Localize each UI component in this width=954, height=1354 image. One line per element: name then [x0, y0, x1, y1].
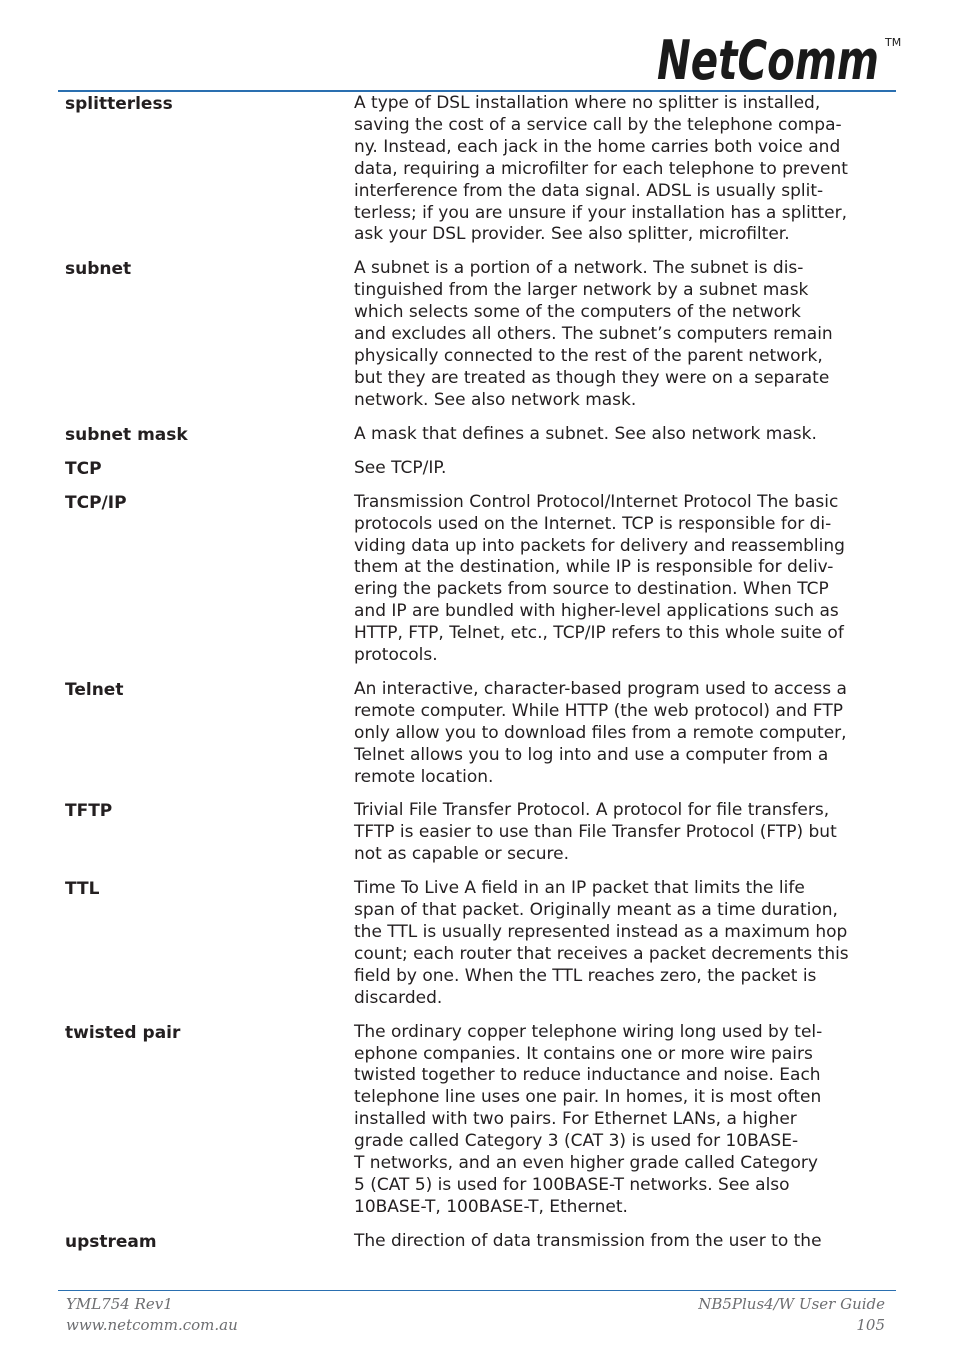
glossary-term: subnet	[65, 259, 132, 280]
netcomm-logo	[655, 26, 903, 88]
glossary-definition: Trivial File Transfer Protocol. A protocol for file transfers, TFTP is easier to use than File Transfer Protocol (FTP) but not as capable or secure.	[354, 800, 837, 865]
glossary-entry	[65, 1231, 895, 1253]
glossary-list	[65, 93, 895, 1265]
glossary-entry	[65, 878, 895, 1009]
svg-text:TM: TM	[885, 36, 902, 49]
website-url: www.netcomm.com.au	[66, 1316, 238, 1334]
glossary-definition: A subnet is a portion of a network. The subnet is dis- tinguished from the larger network by a subnet mask which selects some of the computers of the network and excludes all others. The subnet’s computers remain physically connected to the rest of the parent network, but they are treated as though they were on a separate network. See also network mask.	[354, 258, 833, 410]
glossary-term: TFTP	[65, 801, 113, 822]
glossary-term: TCP/IP	[65, 492, 127, 513]
glossary-term: subnet mask	[65, 424, 188, 445]
footer-left	[66, 1294, 238, 1336]
glossary-definition: A mask that defines a subnet. See also network mask.	[354, 423, 817, 444]
glossary-term: upstream	[65, 1231, 157, 1252]
glossary-definition: A type of DSL installation where no splitter is installed, saving the cost of a service call by the telephone compa- ny. Instead, each jack in the home carries both voice and data, requiring a microfilter for each telephone to prevent interference from the data signal. ADSL is usually split- terless; if you are unsure if your installation has a splitter, ask your DSL provider. See also splitter, microfilter.	[354, 93, 848, 245]
footer-divider	[58, 1290, 896, 1291]
glossary-entry	[65, 800, 895, 866]
glossary-term: twisted pair	[65, 1022, 181, 1043]
page-number: 105	[856, 1316, 885, 1334]
glossary-entry	[65, 679, 895, 789]
glossary-entry	[65, 258, 895, 411]
glossary-entry	[65, 1022, 895, 1219]
footer-right	[698, 1294, 885, 1336]
glossary-term: TTL	[65, 879, 100, 900]
glossary-definition: An interactive, character-based program used to access a remote computer. While HTTP (the web protocol) and FTP only allow you to download files from a remote computer, Telnet allows you to log into and use a computer from a remote location.	[354, 678, 847, 787]
glossary-definition: See TCP/IP.	[354, 457, 447, 478]
glossary-definition: Transmission Control Protocol/Internet Protocol The basic protocols used on the Internet. TCP is responsible for di- viding data up into packets for delivery and reassembling them at the destination, while IP is responsible for deliv- ering the packets from source to destination. When TCP and IP are bundled with higher-level applications such as HTTP, FTP, Telnet, etc., TCP/IP refers to this whole suite of protocols.	[354, 491, 845, 666]
glossary-term: TCP	[65, 458, 102, 479]
doc-code: YML754 Rev1	[66, 1295, 173, 1313]
glossary-entry	[65, 424, 895, 446]
glossary-term: splitterless	[65, 94, 173, 114]
glossary-entry	[65, 492, 895, 667]
glossary-entry	[65, 458, 895, 480]
glossary-term: Telnet	[65, 679, 124, 700]
glossary-definition: The ordinary copper telephone wiring long used by tel- ephone companies. It contains one or more wire pairs twisted together to reduce inductance and noise. Each telephone line uses one pair. In homes, it is most often installed with two pairs. For Ethernet LANs, a higher grade called Category 3 (CAT 3) is used for 10BASE- T networks, and an even higher grade called Category 5 (CAT 5) is used for 100BASE-T networks. See also 10BASE-T, 100BASE-T, Ethernet.	[354, 1021, 823, 1217]
glossary-entry	[65, 93, 895, 246]
header-divider	[58, 90, 896, 92]
guide-title: NB5Plus4/W User Guide	[698, 1295, 885, 1313]
svg-text:NetComm: NetComm	[657, 29, 879, 88]
glossary-definition: The direction of data transmission from the user to the	[354, 1230, 822, 1251]
glossary-definition: Time To Live A field in an IP packet that limits the life span of that packet. Originally meant as a time duration, the TTL is usually represented instead as a maximum hop count; each router that receives a packet decrements this field by one. When the TTL reaches zero, the packet is discarded.	[354, 878, 849, 1008]
